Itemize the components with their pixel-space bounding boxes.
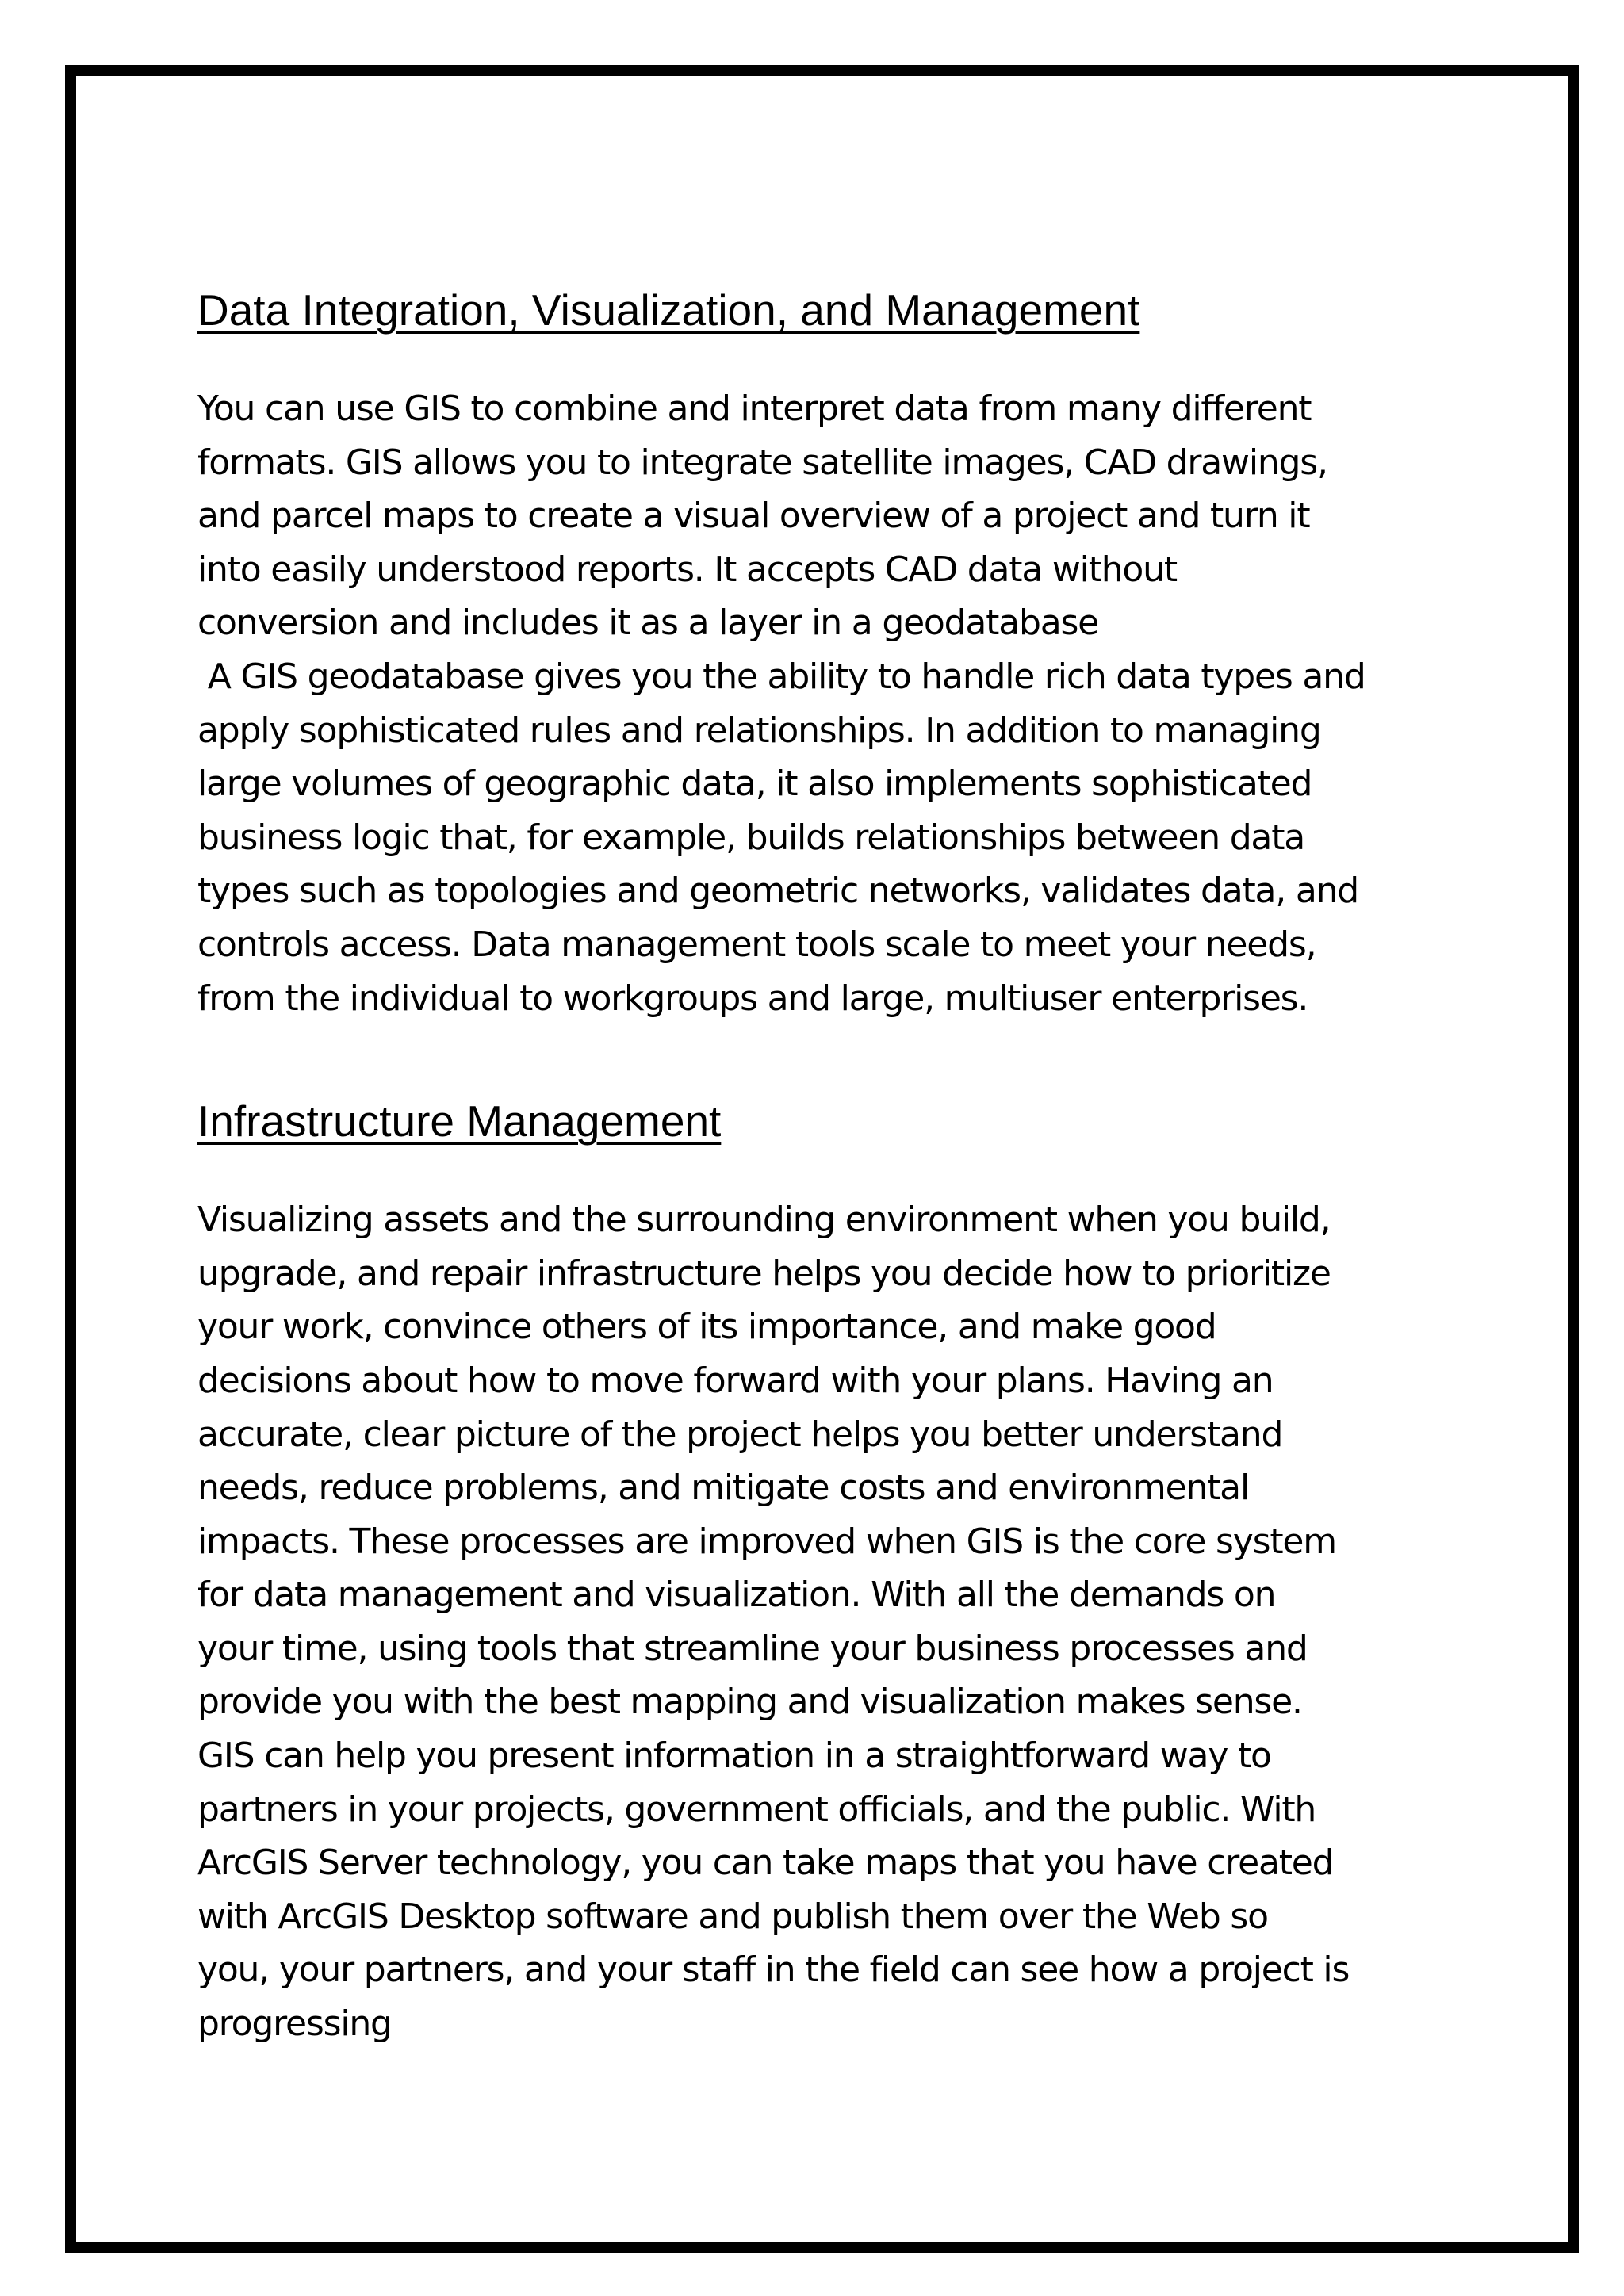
paragraph-line: your work, convince others of its importance, and make good (197, 1307, 1216, 1348)
paragraph-line: types such as topologies and geometric networks, validates data, and (197, 871, 1359, 912)
paragraph-line: formats. GIS allows you to integrate satellite images, CAD drawings, (197, 442, 1327, 483)
paragraph-line: business logic that, for example, builds relationships between data (197, 817, 1305, 858)
paragraph-line: ArcGIS Server technology, you can take maps that you have created (197, 1843, 1334, 1884)
paragraph-line: with ArcGIS Desktop software and publish them over the Web so (197, 1896, 1268, 1937)
document-content (197, 279, 1450, 2051)
paragraph-line: for data management and visualization. With all the demands on (197, 1575, 1276, 1616)
paragraph-line: partners in your projects, government officials, and the public. With (197, 1789, 1316, 1830)
paragraph-line: controls access. Data management tools scale to meet your needs, (197, 924, 1316, 965)
paragraph-infrastructure (197, 1193, 1450, 2051)
paragraph-line: accurate, clear picture of the project helps you better understand (197, 1414, 1283, 1455)
paragraph-data-integration (197, 382, 1450, 1025)
paragraph-line: conversion and includes it as a layer in a geodatabase (197, 603, 1099, 644)
paragraph-line: needs, reduce problems, and mitigate costs and environmental (197, 1468, 1249, 1509)
paragraph-line: you, your partners, and your staff in the field can see how a project is (197, 1950, 1350, 1991)
paragraph-line: impacts. These processes are improved when GIS is the core system (197, 1521, 1336, 1562)
paragraph-line: into easily understood reports. It accepts CAD data without (197, 549, 1177, 590)
section-heading-data-integration: Data Integration, Visualization, and Management (197, 285, 1140, 335)
paragraph-line: progressing (197, 2003, 392, 2045)
paragraph-line: from the individual to workgroups and large, multiuser enterprises. (197, 978, 1308, 1019)
paragraph-line: your time, using tools that streamline your business processes and (197, 1628, 1308, 1669)
section-heading-infrastructure: Infrastructure Management (197, 1096, 722, 1146)
paragraph-line: large volumes of geographic data, it also implements sophisticated (197, 763, 1312, 805)
paragraph-line: GIS can help you present information in a straightforward way to (197, 1735, 1271, 1777)
paragraph-line: provide you with the best mapping and visualization makes sense. (197, 1682, 1302, 1723)
paragraph-line: You can use GIS to combine and interpret data from many different (197, 388, 1312, 429)
paragraph-line: apply sophisticated rules and relationships. In addition to managing (197, 710, 1321, 751)
paragraph-line: and parcel maps to create a visual overview of a project and turn it (197, 496, 1310, 537)
paragraph-line: decisions about how to move forward with your plans. Having an (197, 1360, 1274, 1401)
paragraph-line: upgrade, and repair infrastructure helps you decide how to prioritize (197, 1253, 1331, 1294)
paragraph-line: A GIS geodatabase gives you the ability to handle rich data types and (197, 656, 1365, 697)
paragraph-line: Visualizing assets and the surrounding environment when you build, (197, 1200, 1331, 1241)
